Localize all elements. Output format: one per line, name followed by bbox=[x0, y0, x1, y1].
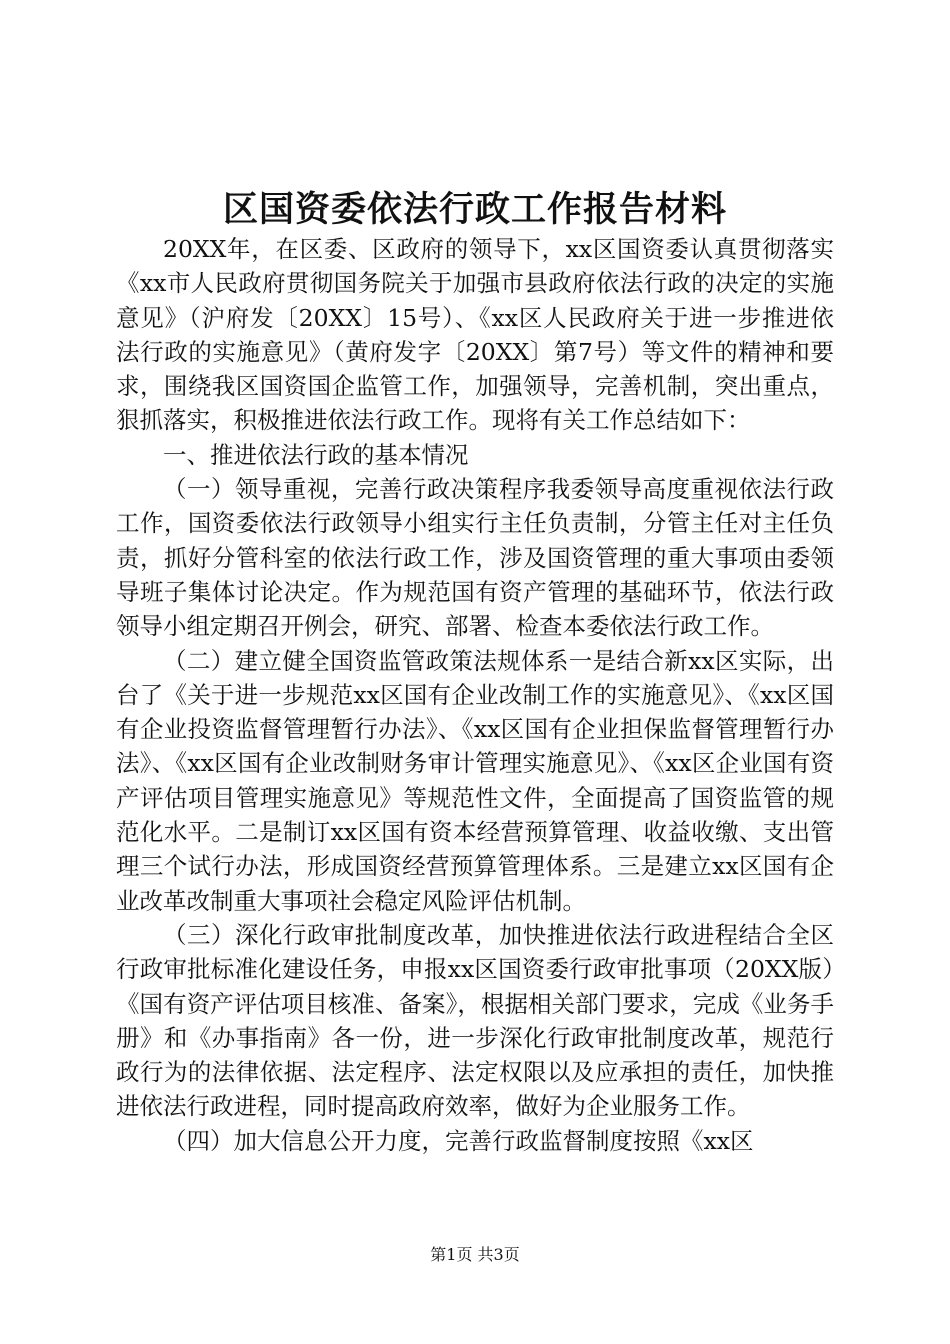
document-title: 区国资委依法行政工作报告材料 bbox=[222, 189, 727, 230]
page-footer: 第1页 共3页 bbox=[430, 1245, 520, 1264]
paragraph-section-1-3: （三）深化行政审批制度改革，加快推进依法行政进程结合全区行政审批标准化建设任务，申报xx区国资委行政审批事项（20XX版）《国有资产评估项目核准、备案》，根据相关部门要求，完成《业务手册》和《办事指南》各一份，进一步深化行政审批制度改革，规范行政行为的法律依据、法定程序、法定权限以及应承担的责任，加快推进依法行政进程，同时提高政府效率，做好为企业服务工作。 bbox=[116, 920, 834, 1121]
paragraph-section-1-2: （二）建立健全国资监管政策法规体系一是结合新xx区实际，出台了《关于进一步规范xx区国有企业改制工作的实施意见》、《xx区国有企业投资监督管理暂行办法》、《xx区国有企业担保监督管理暂行办法》、《xx区国有企业改制财务审计管理实施意见》、《xx区企业国有资产评估项目管理实施意见》等规范性文件，全面提高了国资监管的规范化水平。二是制订xx区国有资本经营预算管理、收益收缴、支出管理三个试行办法，形成国资经营预算管理体系。三是建立xx区国有企业改革改制重大事项社会稳定风险评估机制。 bbox=[116, 646, 834, 915]
paragraph-section-1-4: （四）加大信息公开力度，完善行政监督制度按照《xx区 bbox=[163, 1126, 754, 1155]
section-heading-1: 一、推进依法行政的基本情况 bbox=[163, 440, 469, 469]
document-body bbox=[116, 232, 834, 1158]
paragraph-intro: 20XX年，在区委、区政府的领导下，xx区国资委认真贯彻落实《xx市人民政府贯彻国务院关于加强市县政府依法行政的决定的实施意见》（沪府发〔20XX〕15号）、《xx区人民政府关于进一步推进依法行政的实施意见》（黄府发字〔20XX〕第7号）等文件的精神和要求，围绕我区国资国企监管工作，加强领导，完善机制，突出重点，狠抓落实，积极推进依法行政工作。现将有关工作总结如下： bbox=[116, 235, 834, 435]
paragraph-section-1-1: （一）领导重视，完善行政决策程序我委领导高度重视依法行政工作，国资委依法行政领导小组实行主任负责制，分管主任对主任负责，抓好分管科室的依法行政工作，涉及国资管理的重大事项由委领导班子集体讨论决定。作为规范国有资产管理的基础环节，依法行政领导小组定期召开例会，研究、部署、检查本委依法行政工作。 bbox=[116, 475, 834, 641]
